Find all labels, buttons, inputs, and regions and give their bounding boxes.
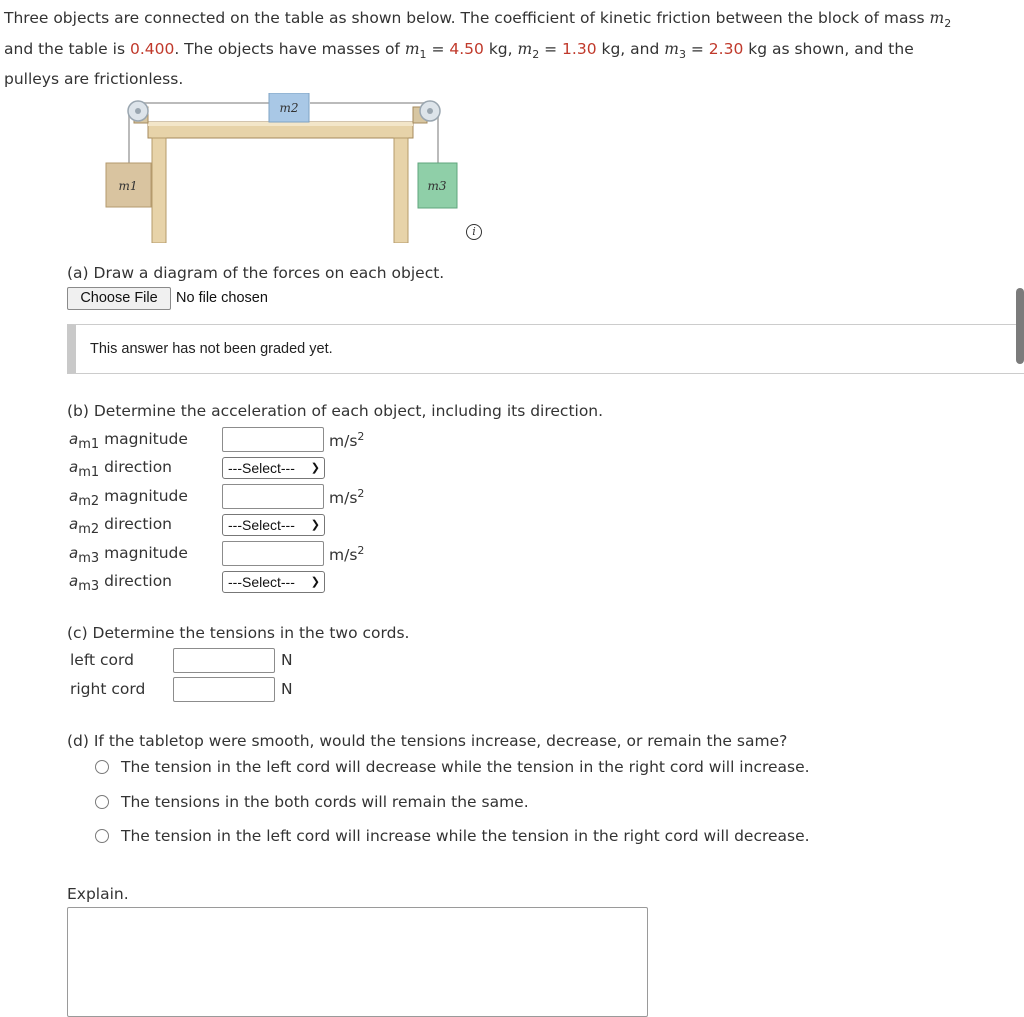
am3-direction-label: $a_{m3}$ direction <box>69 572 173 594</box>
scrollbar-thumb[interactable] <box>1016 288 1024 364</box>
option-1-radio[interactable] <box>95 760 109 774</box>
m3-value: 2.30 <box>708 39 744 58</box>
am2-direction-select[interactable]: ---Select--- ❯ <box>222 514 325 536</box>
right-cord-label: right cord <box>70 680 146 698</box>
left-cord-input[interactable] <box>173 648 275 673</box>
am1-magnitude-input[interactable] <box>222 427 324 452</box>
chevron-down-icon: ❯ <box>310 576 320 588</box>
left-pulley-hub <box>135 108 141 114</box>
am3-unit: $m/s^2$ <box>329 544 365 565</box>
explain-label: Explain. <box>67 885 129 903</box>
am1-direction-label: $a_{m1}$ direction <box>69 458 173 480</box>
explain-textarea[interactable] <box>67 907 648 1017</box>
table-leg-right <box>394 138 408 243</box>
am1-magnitude-label: $a_{m1}$ magnitude <box>69 430 188 452</box>
am3-magnitude-input[interactable] <box>222 541 324 566</box>
option-2-label[interactable]: The tensions in the both cords will remain the same. <box>121 793 529 811</box>
chevron-down-icon: ❯ <box>310 519 320 531</box>
am1-unit: $m/s^2$ <box>329 430 365 451</box>
right-cord-input[interactable] <box>173 677 275 702</box>
part-a-question: (a) Draw a diagram of the forces on each object. <box>67 264 445 282</box>
file-status: No file chosen <box>176 290 268 306</box>
grading-status: This answer has not been graded yet. <box>90 341 333 357</box>
option-3-radio[interactable] <box>95 829 109 843</box>
part-c-question: (c) Determine the tensions in the two cords. <box>67 624 410 642</box>
part-d-question: (d) If the tabletop were smooth, would the tensions increase, decrease, or remain the same? <box>67 732 788 750</box>
table-leg-left <box>152 138 166 243</box>
info-icon[interactable]: i <box>466 224 482 240</box>
left-cord-unit: N <box>281 651 293 669</box>
am2-unit: $m/s^2$ <box>329 487 365 508</box>
am2-magnitude-label: $a_{m2}$ magnitude <box>69 487 188 509</box>
option-2-radio[interactable] <box>95 795 109 809</box>
am3-direction-select[interactable]: ---Select--- ❯ <box>222 571 325 593</box>
table-top-highlight <box>148 122 413 126</box>
block-m3-label: m3 <box>427 179 447 193</box>
left-cord-label: left cord <box>70 651 134 669</box>
right-pulley-hub <box>427 108 433 114</box>
am2-magnitude-input[interactable] <box>222 484 324 509</box>
chevron-down-icon: ❯ <box>310 462 320 474</box>
am2-direction-label: $a_{m2}$ direction <box>69 515 173 537</box>
pulley-diagram <box>100 93 470 243</box>
problem-statement: Three objects are connected on the table as shown below. The coefficient of kinetic friction between the block of mass $m_2$ and the table is 0.400. The objects have masses of $m_1 = 4.50$ kg, $m_2 = 1.30$ kg, and $m_3 = 2.30$ kg as shown, and the pulleys are frictionless. <box>4 9 952 89</box>
m1-value: 4.50 <box>449 39 484 58</box>
part-b-question: (b) Determine the acceleration of each object, including its direction. <box>67 402 604 420</box>
block-m2-label: m2 <box>279 101 299 115</box>
am1-direction-select[interactable]: ---Select--- ❯ <box>222 457 325 479</box>
choose-file-button[interactable]: Choose File <box>67 287 171 310</box>
option-3-label[interactable]: The tension in the left cord will increase while the tension in the right cord will decrease. <box>121 827 810 845</box>
block-m1-label: m1 <box>118 179 138 193</box>
right-cord-unit: N <box>281 680 293 698</box>
am3-magnitude-label: $a_{m3}$ magnitude <box>69 544 188 566</box>
m2-value: 1.30 <box>562 39 597 58</box>
option-1-label[interactable]: The tension in the left cord will decrease while the tension in the right cord will increase. <box>121 758 810 776</box>
mu-value: 0.400 <box>129 39 175 58</box>
